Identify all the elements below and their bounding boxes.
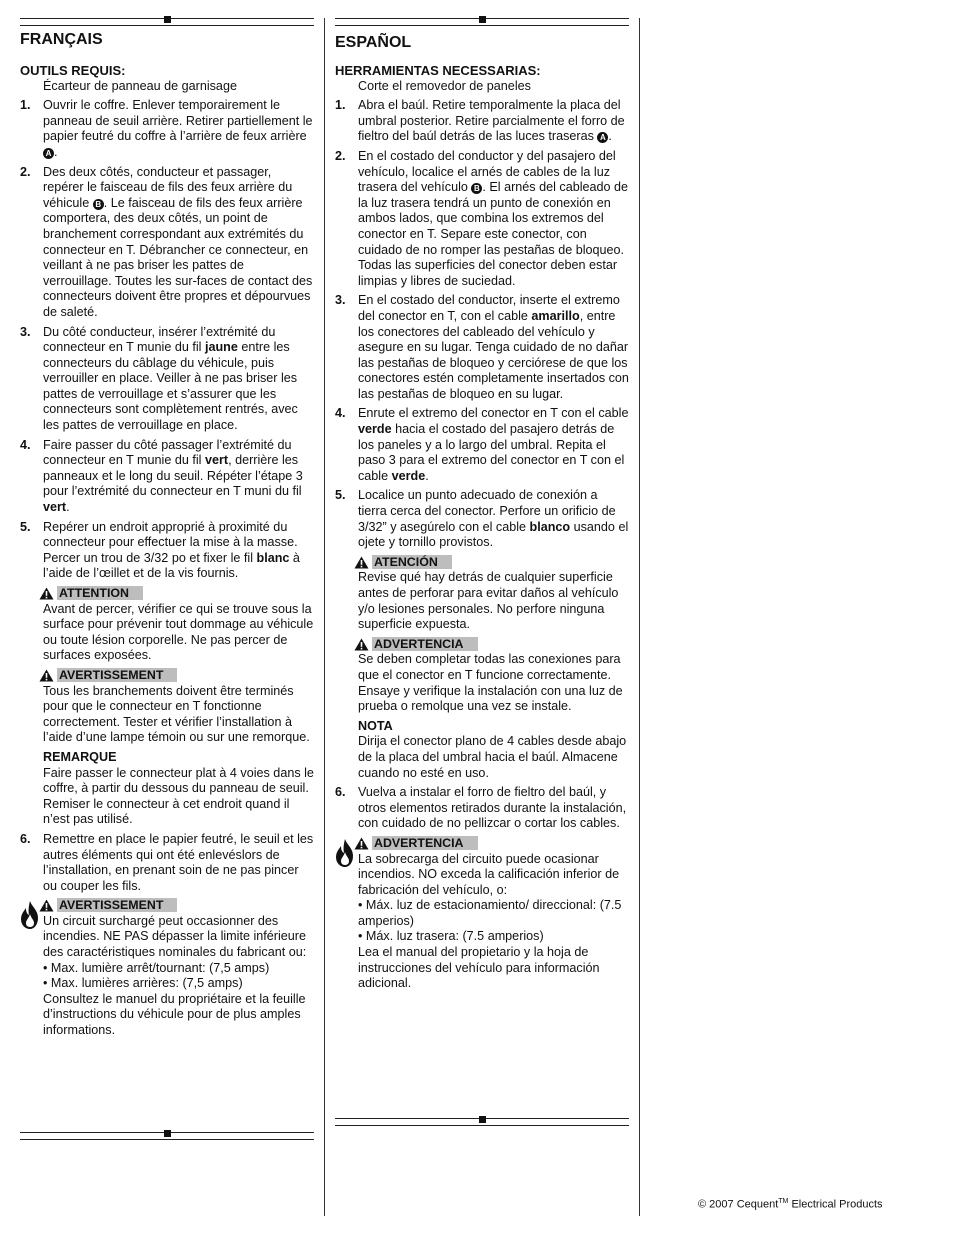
fire-warning-bullet: • Max. lumière arrêt/tournant: (7,5 amps) — [43, 960, 270, 975]
french-content — [20, 63, 314, 1043]
warning-triangle-icon — [39, 669, 54, 682]
note-label: REMARQUE — [43, 749, 117, 764]
copyright-notice: © 2007 Cequent™ Electrical Products — [698, 1198, 883, 1211]
warning-triangle-icon — [354, 837, 369, 850]
spanish-content — [335, 63, 629, 996]
fire-warning-text: Un circuit surchargé peut occasionner des incendies. NE PAS dépasser la limite inférieure des caractéristiques nominales du fabricant ou: — [43, 913, 307, 960]
tools-text: Corte el removedor de paneles — [358, 78, 531, 93]
callout-a-icon: A — [43, 148, 54, 159]
attention-label: ATENCIÓN — [372, 555, 452, 569]
steps-list-continued — [335, 785, 629, 832]
bottom-rule-french — [20, 1132, 314, 1140]
warning-triangle-icon — [39, 587, 54, 600]
top-rule-spanish — [335, 18, 629, 26]
steps-list — [20, 98, 314, 582]
step-item: 3. En el costado del conductor, inserte el extremo del conector en T, con el cable amarillo, entre los conectores del cableado del vehículo y asegure en su lugar. Tenga cuidado de no dañar las pestañas de bloqueo y cerciórese de que los conectores estén completamente insertados con las pestañas de bloqueo en su lugar. — [335, 293, 629, 401]
fire-hazard-icon — [334, 838, 356, 868]
column-divider-left — [324, 18, 325, 1216]
note-text: Faire passer le connecteur plat à 4 voies dans le coffre, à partir du dessous du panneau de seuil. Remiser le connecteur à cet endroit quand il n’est pas utilisé. — [43, 765, 314, 827]
callout-b-icon: B — [93, 199, 104, 210]
warning-text: Se deben completar todas las conexiones para que el conector en T funcione correctamente. Ensaye y verifique la instalación con una luz de prueba o remolque una vez se instale. — [358, 652, 623, 714]
fire-warning-label: AVERTISSEMENT — [57, 898, 177, 912]
tools-title: HERRAMIENTAS NECESSARIAS: — [335, 63, 541, 78]
fire-hazard-icon — [19, 900, 41, 930]
fire-warning-bullet: • Máx. luz trasera: (7.5 amperios) — [358, 929, 544, 944]
section-title-spanish: ESPAÑOL — [335, 34, 412, 51]
fire-warning-footer: Consultez le manuel du propriétaire et la feuille d’instructions du véhicule pour de plus amples informations. — [43, 991, 306, 1038]
attention-callout — [43, 586, 314, 664]
tools-text: Écarteur de panneau de garnisage — [43, 78, 237, 93]
top-rule-french — [20, 18, 314, 26]
column-divider-right — [639, 18, 640, 1216]
step-item: 4. Enrute el extremo del conector en T con el cable verde hacia el costado del pasajero detrás de los paneles y a lo largo del umbral. Repita el paso 3 para el extremo del conector en T con el cable verde. — [335, 406, 629, 483]
warning-triangle-icon — [39, 899, 54, 912]
note-callout — [43, 750, 314, 828]
warning-callout — [358, 637, 629, 715]
fire-warning-callout — [358, 836, 629, 992]
step-item: 5. Repérer un endroit approprié à proximité du connecteur pour effectuer la mise à la masse. Percer un trou de 3/32 po et fixer le fil blanc à l’aide de l’œillet et de la vis fournis. — [20, 519, 300, 581]
warning-label: ADVERTENCIA — [372, 637, 478, 651]
fire-warning-bullet: • Max. lumières arrières: (7,5 amps) — [43, 976, 243, 991]
note-label: NOTA — [358, 718, 393, 733]
steps-list-continued — [20, 832, 314, 894]
steps-list — [335, 98, 629, 551]
note-callout — [358, 719, 629, 781]
warning-triangle-icon — [354, 638, 369, 651]
step-item: 2. Des deux côtés, conducteur et passager, repérer le faisceau de fils des feux arrière du véhicule B . Le faisceau de fils des feux arrière comportera, des deux côtés, un point de branchement correspondant aux extrémités du connecteur en T. Débrancher ce connecteur, en veillant à ne pas briser les pattes de verrouillage. Toutes les sur-faces de contact des connecteurs doivent être propres et dépourvues de saleté. — [20, 164, 313, 319]
fire-warning-label: ADVERTENCIA — [372, 836, 478, 850]
callout-a-icon: A — [597, 132, 608, 143]
bottom-rule-spanish — [335, 1118, 629, 1126]
step-item: 6. Remettre en place le papier feutré, le seuil et les autres éléments qui ont été enlevéslors de l’installation, en prenant soin de ne pas pincer ou couper les fils. — [20, 831, 314, 893]
warning-triangle-icon — [354, 556, 369, 569]
step-item: 1. Ouvrir le coffre. Enlever temporairement le panneau de seuil arrière. Retirer partiellement le papier feutré du coffre à l’arrière de feux arrière A . — [20, 98, 313, 159]
step-item: 6. Vuelva a instalar el forro de fieltro del baúl, y otros elementos retirados durante la instalación, con cuidado de no pellizcar o cortar los cables. — [335, 785, 627, 831]
warning-label: AVERTISSEMENT — [57, 668, 177, 682]
attention-text: Avant de percer, vérifier ce qui se trouve sous la surface pour prévenir tout dommage au véhicule ou toute lésion corporelle. Ne pas percer de surfaces exposées. — [43, 601, 314, 663]
tools-title: OUTILS REQUIS: — [20, 63, 126, 78]
warning-callout — [43, 668, 314, 746]
step-item: 3. Du côté conducteur, insérer l’extrémité du connecteur en T munie du fil jaune entre les connecteurs du câblage du véhicule, puis verrouiller en place. Veiller à ne pas briser les pattes de verrouillage et s’assurer que les connecteurs sont complètement rentrés, avec les pattes de verrouillage en place. — [20, 324, 298, 433]
step-item: 5. Localice un punto adecuado de conexión a tierra cerca del conector. Perfore un orificio de 3/32” y asegúrelo con el cable blanco usando el ojete y tornillo provistos. — [335, 488, 629, 550]
step-item: 1. Abra el baúl. Retire temporalmente la placa del umbral posterior. Retire parcialmente el forro de fieltro del baúl detrás de las luces traseras A . — [335, 98, 625, 144]
fire-warning-callout — [43, 898, 314, 1038]
fire-warning-bullet: • Máx. luz de estacionamiento/ direccional: (7.5 amperios) — [358, 898, 622, 928]
attention-label: ATTENTION — [57, 586, 143, 600]
attention-text: Revise qué hay detrás de cualquier superficie antes de perforar para evitar daños al vehículo y/o lesiones personales. No perfore ninguna superficie expuesta. — [358, 570, 619, 632]
step-item: 4. Faire passer du côté passager l’extrémité du connecteur en T munie du fil vert, derrière les panneaux et le long du seuil. Répéter l’étape 3 pour l’extrémité du connecteur en T muni du fil vert. — [20, 437, 303, 515]
warning-text: Tous les branchements doivent être terminés pour que le connecteur en T fonctionne correctement. Tester et vérifier l’installation à l’aide d’une lampe témoin ou sur une remorque. — [43, 683, 310, 745]
section-title-french: FRANÇAIS — [20, 31, 103, 48]
fire-warning-footer: Lea el manual del propietario y la hoja de instrucciones del vehículo para información adicional. — [358, 945, 600, 991]
callout-b-icon: B — [471, 183, 482, 194]
trademark-mark: TM — [778, 1198, 789, 1205]
step-item: 2. En el costado del conductor y del pasajero del vehículo, localice el arnés de cables de la luz trasera del vehículo B . El arnés del cableado de la luz trasera tendrá un punto de conexión en ambos lados, que combina los extremos del conector en T. Separe este conector, con cuidado de no romper las pestañas de bloqueo. Todas las superficies del conector deben estar limpias y libres de suciedad. — [335, 148, 629, 288]
fire-warning-text: La sobrecarga del circuito puede ocasionar incendios. NO exceda la calificación inferior de fabricación del vehículo, o: — [358, 851, 620, 897]
attention-callout — [358, 555, 629, 633]
note-text: Dirija el conector plano de 4 cables desde abajo de la placa del umbral hacia el baúl. Almacene cuando no esté en uso. — [358, 734, 627, 780]
